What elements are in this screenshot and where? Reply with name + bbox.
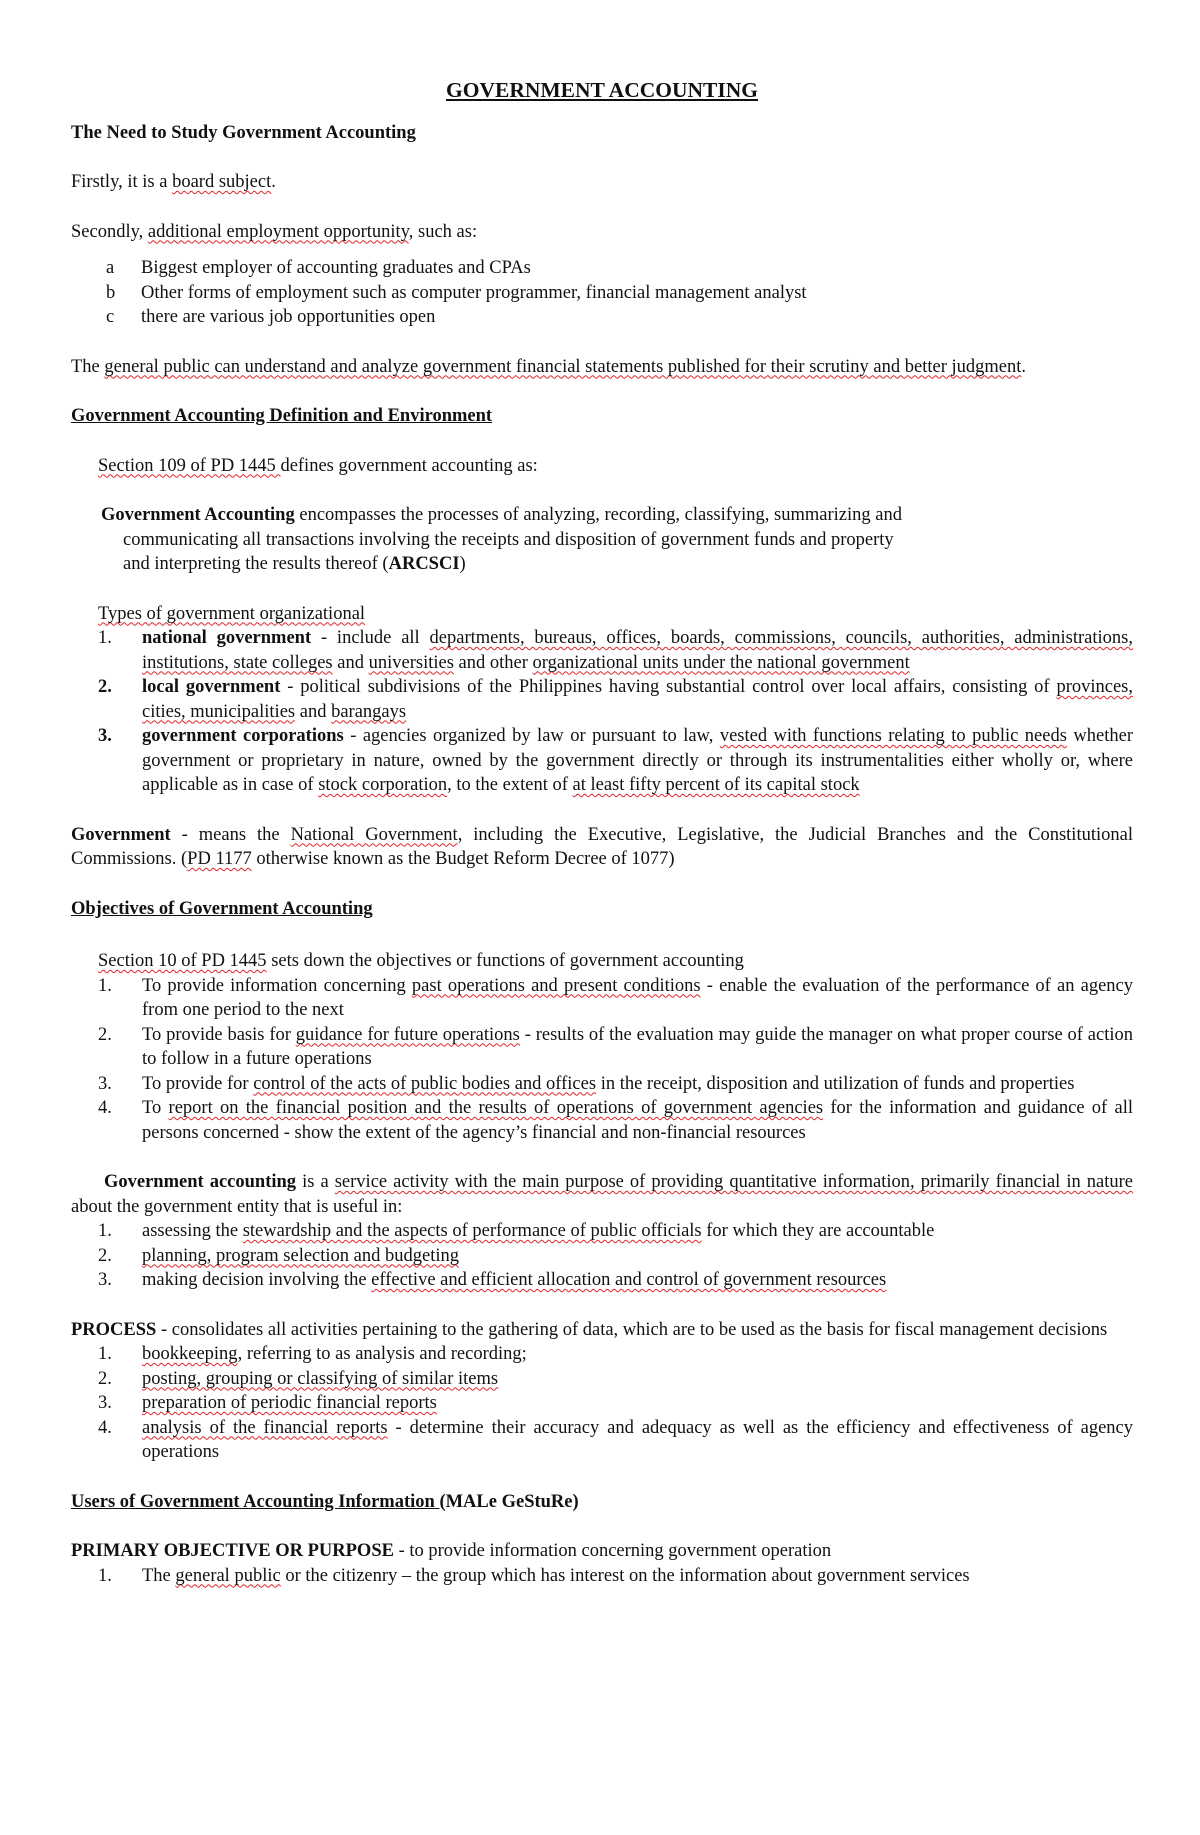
list-item bbox=[71, 626, 1133, 675]
text: To provide for bbox=[142, 1073, 254, 1094]
list-item bbox=[71, 1244, 1133, 1269]
flagged-text: Types of government organizational bbox=[98, 603, 366, 624]
text: . bbox=[1021, 356, 1026, 377]
text: , to the extent of bbox=[447, 775, 573, 795]
flagged-text: Section 109 of PD 1445 bbox=[98, 455, 281, 476]
text: and bbox=[295, 701, 332, 722]
list-item bbox=[71, 1072, 1133, 1097]
flagged-text: guidance for future operations bbox=[295, 1024, 520, 1045]
text: , including the Executive, Legislative, the Judicial Branches and the Constitutional Commissions. ( bbox=[71, 824, 1133, 869]
text: is a bbox=[296, 1172, 335, 1192]
list-item bbox=[71, 724, 1133, 798]
flagged-text: past operations and present conditions bbox=[411, 975, 701, 996]
text: and interpreting the results thereof ( bbox=[123, 554, 389, 574]
list-item bbox=[71, 1268, 1133, 1293]
firstly-paragraph bbox=[71, 170, 1133, 195]
list-number: 2. bbox=[98, 677, 112, 697]
list-marker: c bbox=[106, 307, 115, 327]
list-item bbox=[71, 281, 1133, 306]
list-text: Other forms of employment such as computer programmer, financial management analyst bbox=[141, 282, 807, 303]
flagged-text: board subject bbox=[172, 172, 272, 192]
process-term: PROCESS bbox=[71, 1319, 157, 1340]
list-number: 3. bbox=[98, 726, 112, 746]
flagged-text: vested with functions relating to public needs bbox=[719, 726, 1067, 746]
government-term: Government bbox=[71, 824, 171, 845]
flagged-text: additional employment opportunity bbox=[147, 221, 409, 242]
text: To provide basis for bbox=[142, 1024, 296, 1045]
flagged-text: effective and efficient allocation and control of government resources bbox=[371, 1270, 887, 1290]
text: - enable the evaluation of the performance of an agency from one period to the next bbox=[142, 975, 1134, 1020]
text: , such as: bbox=[408, 221, 478, 242]
text: - include all bbox=[311, 628, 430, 648]
list-item bbox=[71, 1023, 1133, 1072]
flagged-text: National Government bbox=[290, 824, 458, 845]
flagged-text: stewardship and the aspects of performance of public officials bbox=[242, 1221, 702, 1241]
users-mnemonic: (MALe GeStuRe) bbox=[439, 1491, 579, 1512]
process-list bbox=[71, 1342, 1133, 1465]
primary-objective-paragraph bbox=[71, 1539, 1133, 1564]
government-definition-paragraph bbox=[71, 823, 1133, 872]
section-109-paragraph bbox=[71, 454, 1133, 479]
type-term: national government bbox=[142, 628, 312, 648]
flagged-text: at least fifty percent of its capital stock bbox=[572, 775, 860, 795]
list-text: Biggest employer of accounting graduates and CPAs bbox=[141, 258, 531, 278]
list-item bbox=[71, 1219, 1133, 1244]
list-number: 3. bbox=[98, 1393, 112, 1413]
text: about the government entity that is useful in: bbox=[71, 1196, 403, 1217]
page-title: GOVERNMENT ACCOUNTING bbox=[446, 78, 758, 102]
uses-list bbox=[71, 1219, 1133, 1293]
types-list bbox=[71, 626, 1133, 798]
list-item bbox=[71, 305, 1133, 330]
text: otherwise known as the Budget Reform Decree of 1077) bbox=[251, 849, 675, 869]
service-term: Government accounting bbox=[104, 1172, 297, 1192]
text: encompasses the processes of analyzing, recording, classifying, summarizing and bbox=[294, 505, 902, 525]
flagged-text: report on the financial position and the results of operations of government agencies bbox=[168, 1098, 824, 1118]
list-number: 3. bbox=[98, 1270, 112, 1290]
text: Secondly, bbox=[71, 221, 148, 242]
list-item bbox=[71, 1342, 1133, 1367]
type-term: local government bbox=[142, 677, 281, 697]
text: ) bbox=[459, 554, 466, 574]
objectives-list bbox=[71, 974, 1133, 1146]
flagged-text: provinces, cities, municipalities bbox=[142, 677, 1133, 722]
users-list bbox=[71, 1564, 1133, 1589]
list-number: 3. bbox=[98, 1073, 112, 1094]
text: for the information and guidance of all persons concerned - show the extent of the agency’s financial and non-financial resources bbox=[142, 1098, 1133, 1143]
list-number: 2. bbox=[98, 1024, 112, 1045]
section-heading-need: The Need to Study Government Accounting bbox=[71, 122, 416, 143]
flagged-text: departments, bureaus, offices, boards, commissions, councils, authorities, administrations, institutions, state colleges bbox=[142, 628, 1133, 673]
list-number: 1. bbox=[98, 1221, 112, 1241]
list-item bbox=[71, 974, 1133, 1023]
text: and other bbox=[453, 652, 533, 673]
list-number: 1. bbox=[98, 1565, 112, 1586]
text: , referring to as analysis and recording; bbox=[237, 1344, 527, 1364]
list-number: 4. bbox=[98, 1098, 112, 1118]
text: - consolidates all activities pertaining to the gathering of data, which are to be used as the basis for fiscal management decisions bbox=[156, 1319, 1108, 1340]
list-item bbox=[71, 1564, 1133, 1589]
list-item bbox=[71, 1416, 1133, 1465]
text: - political subdivisions of the Philippines having substantial control over local affairs, consisting of bbox=[280, 677, 1057, 697]
process-paragraph bbox=[71, 1318, 1133, 1343]
section-heading-users bbox=[71, 1490, 1133, 1515]
flagged-text: analysis of the financial reports bbox=[142, 1417, 388, 1438]
section-10-paragraph bbox=[71, 949, 1133, 974]
text: defines government accounting as: bbox=[280, 455, 538, 476]
text: - results of the evaluation may guide the manager on what proper course of action to follow in a future operations bbox=[142, 1024, 1133, 1069]
flagged-text: organizational units under the national government bbox=[532, 652, 910, 673]
flagged-text: planning, program selection and budgeting bbox=[142, 1245, 459, 1266]
flagged-text: bookkeeping bbox=[142, 1344, 238, 1364]
text: - means the bbox=[170, 824, 291, 845]
flagged-text: Section 10 of PD 1445 bbox=[98, 951, 267, 971]
text: The bbox=[142, 1565, 176, 1586]
list-item bbox=[71, 1391, 1133, 1416]
text: . bbox=[271, 172, 276, 192]
text: To bbox=[142, 1098, 169, 1118]
text: Firstly, it is a bbox=[71, 172, 173, 192]
general-public-paragraph bbox=[71, 355, 1133, 380]
flagged-text: universities bbox=[368, 652, 454, 673]
employment-list bbox=[71, 256, 1133, 330]
list-item bbox=[71, 1096, 1133, 1145]
text: To provide information concerning bbox=[142, 975, 412, 996]
text: assessing the bbox=[142, 1221, 243, 1241]
definition-term: Government Accounting bbox=[101, 505, 295, 525]
text: The bbox=[71, 356, 105, 377]
list-marker: a bbox=[106, 258, 115, 278]
text: for which they are accountable bbox=[701, 1221, 935, 1241]
text: - to provide information concerning government operation bbox=[393, 1541, 832, 1561]
list-number: 4. bbox=[98, 1417, 112, 1438]
flagged-text: PD 1177 bbox=[187, 849, 252, 869]
list-marker: b bbox=[106, 282, 116, 303]
list-item bbox=[71, 675, 1133, 724]
text: or the citizenry – the group which has interest on the information about government services bbox=[280, 1565, 970, 1586]
list-number: 1. bbox=[98, 1344, 112, 1364]
definition-block bbox=[71, 503, 1133, 577]
list-item bbox=[71, 1367, 1133, 1392]
text: whether government or proprietary in nature, owned by the government directly or through its instrumentalities either wholly or, where applicable as in case of bbox=[142, 726, 1133, 795]
secondly-paragraph bbox=[71, 220, 1133, 245]
flagged-text: stock corporation bbox=[318, 775, 448, 795]
definition-line bbox=[101, 552, 1133, 577]
section-heading-definition: Government Accounting Definition and Environment bbox=[71, 406, 493, 426]
list-number: 1. bbox=[98, 975, 112, 996]
flagged-text: control of the acts of public bodies and offices bbox=[253, 1073, 597, 1094]
flagged-text: barangays bbox=[331, 701, 407, 722]
document-page bbox=[71, 70, 1133, 1588]
list-text: there are various job opportunities open bbox=[141, 307, 436, 327]
type-term: government corporations bbox=[142, 726, 344, 746]
section-heading-objectives: Objectives of Government Accounting bbox=[71, 898, 373, 919]
users-heading-text: Users of Government Accounting Information bbox=[71, 1491, 440, 1512]
text: and bbox=[332, 652, 369, 673]
text: sets down the objectives or functions of government accounting bbox=[266, 951, 744, 971]
service-activity-paragraph bbox=[71, 1170, 1133, 1219]
text: making decision involving the bbox=[142, 1270, 372, 1290]
list-item bbox=[71, 256, 1133, 281]
flagged-text: general public bbox=[175, 1565, 281, 1586]
text: - determine their accuracy and adequacy as well as the efficiency and effectiveness of agency operations bbox=[142, 1417, 1133, 1462]
text: in the receipt, disposition and utilization of funds and properties bbox=[596, 1073, 1075, 1094]
primary-term: PRIMARY OBJECTIVE OR PURPOSE bbox=[71, 1541, 394, 1561]
list-number: 1. bbox=[98, 628, 112, 648]
definition-line: communicating all transactions involving the receipts and disposition of government funds and property bbox=[123, 529, 894, 550]
list-number: 2. bbox=[98, 1368, 112, 1389]
flagged-text: posting, grouping or classifying of similar items bbox=[142, 1368, 499, 1389]
types-heading bbox=[71, 602, 1133, 627]
acronym: ARCSCI bbox=[388, 554, 460, 574]
definition-line bbox=[101, 503, 1133, 528]
list-number: 2. bbox=[98, 1245, 112, 1266]
flagged-text: preparation of periodic financial reports bbox=[142, 1393, 437, 1413]
flagged-text: service activity with the main purpose of providing quantitative information, primarily financial in nature bbox=[334, 1172, 1133, 1192]
flagged-text: general public can understand and analyze government financial statements published for their scrutiny and better judgment bbox=[104, 356, 1022, 377]
text: - agencies organized by law or pursuant to law, bbox=[343, 726, 720, 746]
